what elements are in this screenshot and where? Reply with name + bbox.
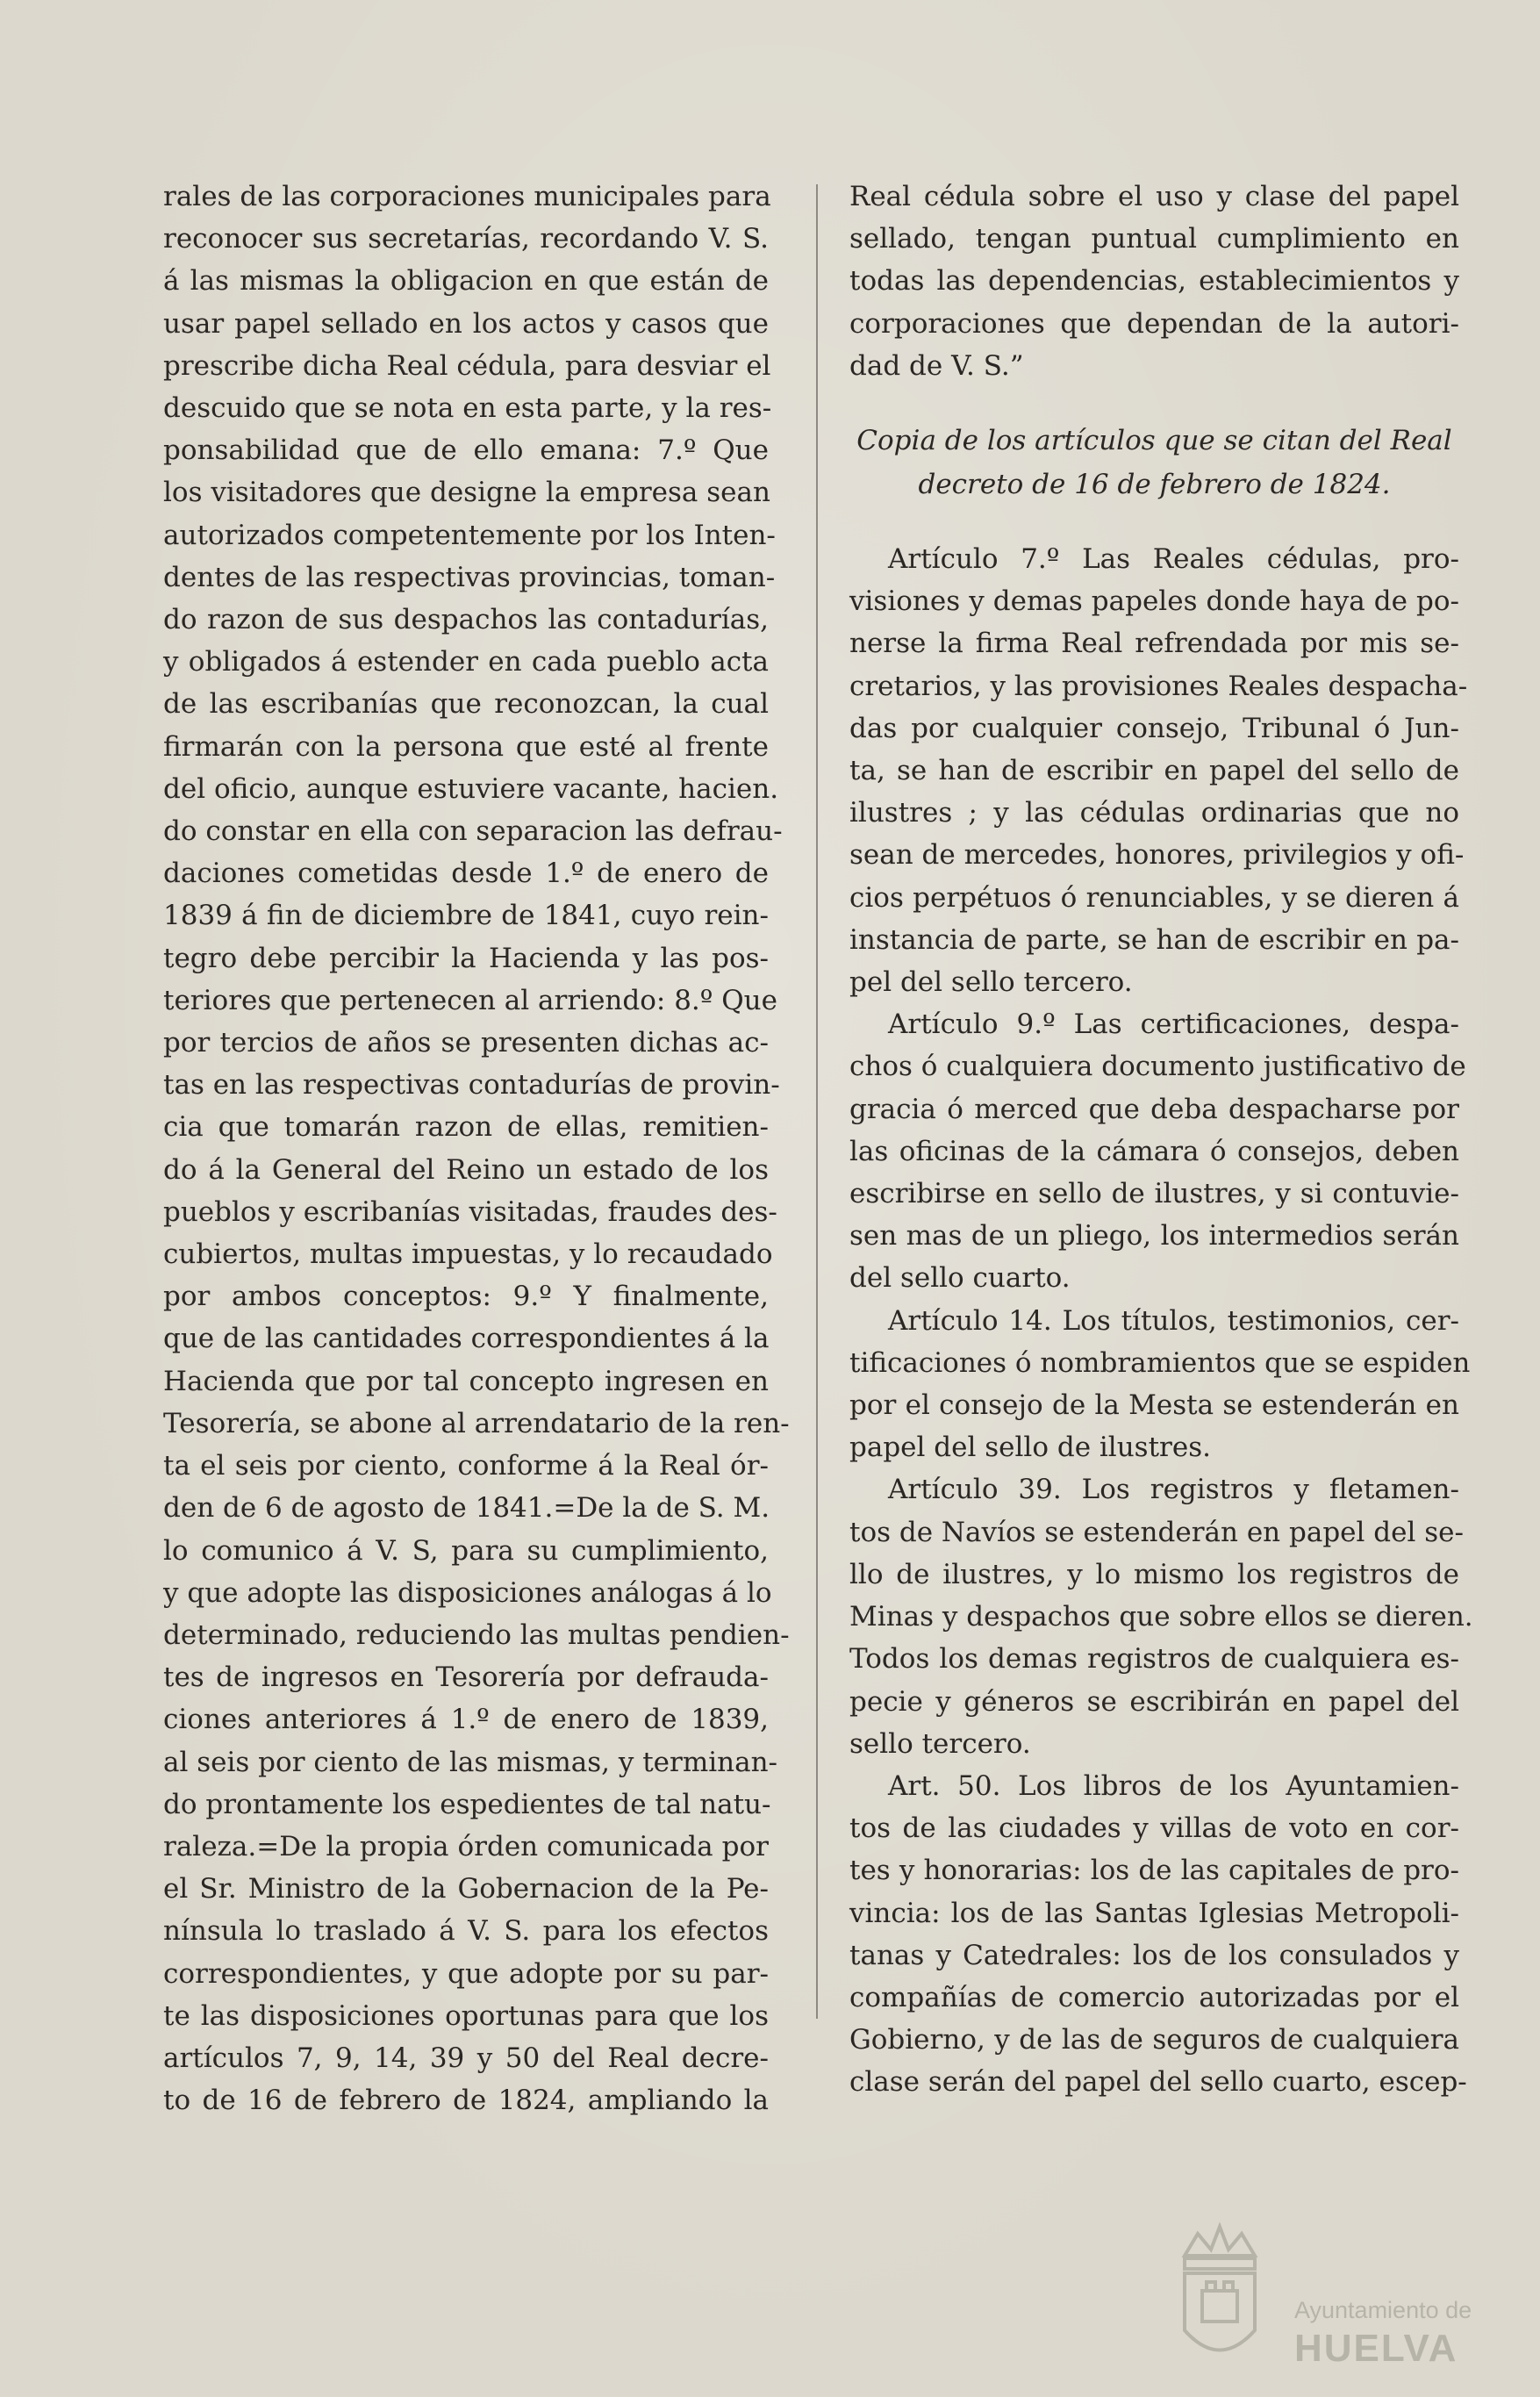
- text-line: tes y honorarias: los de las capitales de pro-: [849, 1855, 1459, 1887]
- watermark-line2: HUELVA: [1294, 2327, 1458, 2370]
- text-line: reconocer sus secretarías, recordando V. S.: [163, 223, 769, 255]
- text-line: por el consejo de la Mesta se estenderán en: [849, 1389, 1459, 1422]
- text-line: tes de ingresos en Tesorería por defrauda-: [163, 1661, 769, 1694]
- text-line: prescribe dicha Real cédula, para desviar el: [163, 349, 771, 382]
- column-divider: [816, 184, 818, 2019]
- text-line: das por cualquier consejo, Tribunal ó Jun-: [849, 712, 1459, 744]
- text-line: los visitadores que designe la empresa sean: [163, 477, 770, 509]
- text-line: del sello cuarto.: [849, 1262, 1071, 1295]
- text-line: descuido que se nota en esta parte, y la res-: [163, 392, 772, 425]
- text-line: pecie y géneros se escribirán en papel del: [849, 1685, 1459, 1718]
- text-line: Copia de los artículos que se citan del Real: [856, 425, 1452, 457]
- text-line: 1839 á fin de diciembre de 1841, cuyo rein-: [163, 900, 769, 932]
- text-line: usar papel sellado en los actos y casos que: [163, 307, 769, 340]
- text-line: do constar en ella con separacion las defrau-: [163, 815, 783, 848]
- text-line: teriores que pertenecen al arriendo: 8.º Que: [163, 984, 777, 1016]
- text-line: escribirse en sello de ilustres, y si contuvie-: [849, 1178, 1459, 1210]
- text-line: tas en las respectivas contadurías de provin-: [163, 1069, 780, 1102]
- text-line: Artículo 9.º Las certificaciones, despa-: [888, 1008, 1459, 1041]
- text-line: Art. 50. Los libros de los Ayuntamien-: [888, 1769, 1459, 1802]
- text-line: to de 16 de febrero de 1824, ampliando la: [163, 2085, 769, 2117]
- text-line: correspondientes, y que adopte por su par-: [163, 1957, 769, 1990]
- left-text-column: [163, 176, 790, 2121]
- text-line: daciones cometidas desde 1.º de enero de: [163, 858, 769, 890]
- text-line: ponsabilidad que de ello emana: 7.º Que: [163, 434, 769, 467]
- text-line: Artículo 14. Los títulos, testimonios, cer-: [888, 1304, 1459, 1337]
- text-line: ilustres ; y las cédulas ordinarias que no: [849, 797, 1459, 829]
- text-line: sean de mercedes, honores, privilegios y ofi-: [849, 839, 1465, 872]
- text-line: tos de las ciudades y villas de voto en cor-: [849, 1812, 1459, 1845]
- text-line: de las escribanías que reconozcan, la cual: [163, 688, 769, 721]
- text-line: decreto de 16 de febrero de 1824.: [918, 469, 1391, 501]
- text-line: raleza.=De la propia órden comunicada por: [163, 1830, 769, 1862]
- text-line: compañías de comercio autorizadas por el: [849, 1981, 1459, 2013]
- text-line: Artículo 39. Los registros y fletamen-: [888, 1474, 1459, 1506]
- text-line: tanas y Catedrales: los de los consulados y: [849, 1939, 1459, 1971]
- text-line: ciones anteriores á 1.º de enero de 1839,: [163, 1704, 769, 1736]
- text-line: á las mismas la obligacion en que están de: [163, 265, 769, 298]
- text-line: Minas y despachos que sobre ellos se dieren.: [849, 1601, 1473, 1633]
- text-line: dentes de las respectivas provincias, toman-: [163, 561, 776, 593]
- text-line: pel del sello tercero.: [849, 966, 1133, 999]
- text-line: cretarios, y las provisiones Reales despacha-: [849, 670, 1468, 702]
- text-line: Todos los demas registros de cualquiera es-: [849, 1643, 1459, 1676]
- text-line: el Sr. Ministro de la Gobernacion de la Pe-: [163, 1873, 769, 1905]
- text-line: Tesorería, se abone al arrendatario de la ren-: [163, 1407, 790, 1439]
- text-line: tos de Navíos se estenderán en papel del se-: [849, 1516, 1464, 1548]
- text-line: do prontamente los espedientes de tal natu-: [163, 1788, 771, 1820]
- text-line: cubiertos, multas impuestas, y lo recaudado: [163, 1238, 773, 1271]
- watermark-line1: Ayuntamiento de: [1294, 2297, 1472, 2323]
- text-line: cios perpétuos ó renunciables, y se dieren á: [849, 881, 1459, 914]
- crest-icon: [1171, 2216, 1268, 2374]
- article-paragraph: [849, 1300, 1471, 1469]
- text-line: tificaciones ó nombramientos que se espiden: [849, 1346, 1471, 1379]
- text-line: pueblos y escribanías visitadas, fraudes des-: [163, 1195, 777, 1228]
- articles-heading: [849, 419, 1459, 506]
- text-line: dad de V. S.”: [849, 349, 1024, 382]
- text-line: te las disposiciones oportunas para que los: [163, 1999, 769, 2032]
- text-line: den de 6 de agosto de 1841.=De la de S. M.: [163, 1492, 770, 1525]
- text-line: determinado, reduciendo las multas pendien-: [163, 1618, 790, 1651]
- text-line: Real cédula sobre el uso y clase del papel: [849, 181, 1459, 212]
- ayuntamiento-huelva-watermark: [1171, 2216, 1487, 2374]
- articles-list: [849, 538, 1473, 2104]
- text-line: gracia ó merced que deba despacharse por: [849, 1093, 1459, 1125]
- text-line: ta el seis por ciento, conforme á la Real ór-: [163, 1450, 769, 1482]
- text-line: autorizados competentemente por los Inten-: [163, 519, 776, 551]
- text-line: Hacienda que por tal concepto ingresen en: [163, 1365, 769, 1397]
- text-line: y obligados á estender en cada pueblo acta: [163, 646, 769, 678]
- text-line: corporaciones que dependan de la autori-: [849, 307, 1459, 340]
- text-line: firmarán con la persona que esté al frente: [163, 730, 769, 763]
- text-line: ta, se han de escribir en papel del sello de: [849, 755, 1459, 787]
- text-line: sen mas de un pliego, los intermedios serán: [849, 1220, 1459, 1252]
- text-line: do á la General del Reino un estado de los: [163, 1153, 769, 1186]
- right-column-continuation: [849, 176, 1459, 387]
- text-line: Artículo 7.º Las Reales cédulas, pro-: [888, 543, 1459, 576]
- right-text-column: [849, 176, 1473, 2104]
- text-line: todas las dependencias, establecimientos y: [849, 265, 1459, 298]
- text-line: chos ó cualquiera documento justificativo de: [849, 1051, 1466, 1083]
- article-paragraph: [849, 1468, 1473, 1764]
- text-line: visiones y demas papeles donde haya de po-: [849, 585, 1459, 618]
- text-line: y que adopte las disposiciones análogas á lo: [163, 1576, 772, 1609]
- text-line: lo comunico á V. S, para su cumplimiento,: [163, 1534, 769, 1567]
- text-line: al seis por ciento de las mismas, y terminan-: [163, 1746, 778, 1778]
- article-paragraph: [849, 1003, 1466, 1299]
- text-line: por ambos conceptos: 9.º Y finalmente,: [163, 1281, 769, 1313]
- text-line: instancia de parte, se han de escribir en pa-: [849, 923, 1459, 956]
- text-line: sellado, tengan puntual cumplimiento en: [849, 223, 1459, 255]
- text-line: artículos 7, 9, 14, 39 y 50 del Real decre-: [163, 2042, 769, 2074]
- text-line: tegro debe percibir la Hacienda y las pos-: [163, 942, 769, 974]
- text-line: del oficio, aunque estuviere vacante, hacien.: [163, 772, 779, 805]
- text-line: clase serán del papel del sello cuarto, escep-: [849, 2066, 1467, 2099]
- text-line: papel del sello de ilustres.: [849, 1432, 1211, 1464]
- text-line: llo de ilustres, y lo mismo los registros de: [849, 1558, 1459, 1590]
- text-line: rales de las corporaciones municipales para: [163, 181, 771, 212]
- article-paragraph: [849, 538, 1468, 1003]
- text-line: sello tercero.: [849, 1727, 1031, 1760]
- text-line: por tercios de años se presenten dichas ac-: [163, 1027, 769, 1059]
- text-line: las oficinas de la cámara ó consejos, deben: [849, 1135, 1459, 1167]
- article-paragraph: [849, 1765, 1467, 2104]
- text-line: que de las cantidades correspondientes á la: [163, 1323, 770, 1355]
- text-line: Gobierno, y de las de seguros de cualquiera: [849, 2024, 1459, 2056]
- text-line: nínsula lo traslado á V. S. para los efectos: [163, 1915, 769, 1948]
- text-line: nerse la firma Real refrendada por mis se-: [849, 628, 1459, 660]
- text-line: vincia: los de las Santas Iglesias Metropoli-: [849, 1897, 1459, 1929]
- text-line: cia que tomarán razon de ellas, remitien-: [163, 1111, 769, 1144]
- text-line: do razon de sus despachos las contadurías,: [163, 604, 769, 636]
